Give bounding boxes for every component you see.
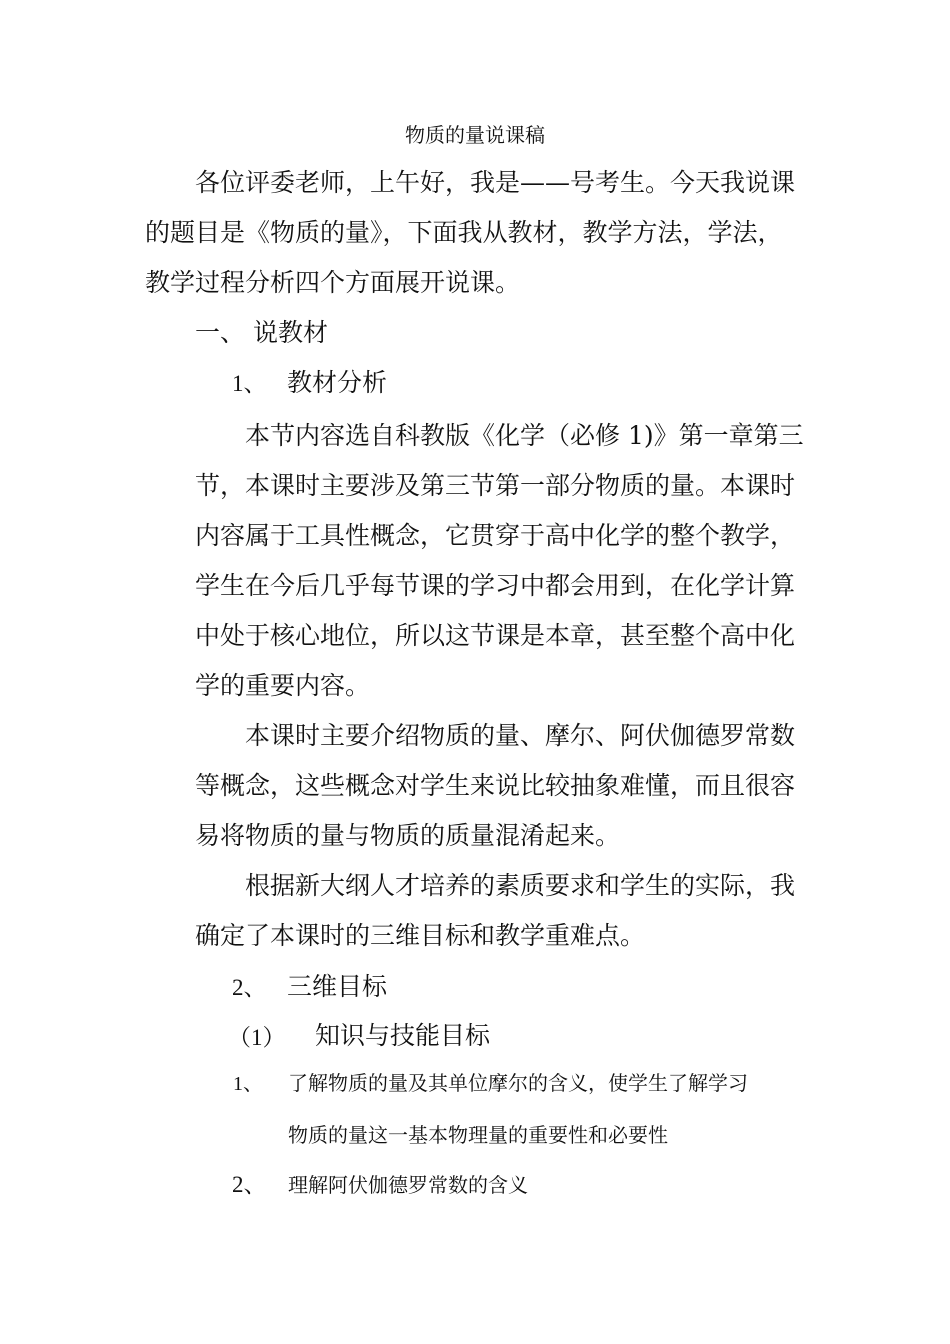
intro-line-3: 教学过程分析四个方面展开说课。 <box>145 268 521 297</box>
paragraph-line: 确定了本课时的三维目标和教学重难点。 <box>195 921 646 950</box>
subsection-label: 教材分析 <box>287 368 388 397</box>
subsection-number: 2、 <box>232 975 267 1000</box>
paragraph-line: 根据新大纲人才培养的素质要求和学生的实际，我 <box>245 871 796 900</box>
goal-label: 知识与技能目标 <box>315 1021 491 1050</box>
paragraph-line: 易将物质的量与物质的质量混淆起来。 <box>195 821 621 850</box>
paragraph-line: 节，本课时主要涉及第三节第一部分物质的量。本课时 <box>195 471 796 500</box>
paragraph-line: 等概念，这些概念对学生来说比较抽象难懂，而且很容 <box>195 771 796 800</box>
intro-line-2: 的题目是《物质的量》，下面我从教材，教学方法，学法， <box>145 218 783 247</box>
document-title: 物质的量说课稿 <box>405 123 545 147</box>
item-line: 物质的量这一基本物理量的重要性和必要性 <box>288 1123 668 1147</box>
section-heading: 一、 说教材 <box>195 318 328 347</box>
item-line: 理解阿伏伽德罗常数的含义 <box>288 1173 528 1197</box>
goal-number: （1） <box>228 1025 286 1050</box>
paragraph-line: 中处于核心地位，所以这节课是本章，甚至整个高中化 <box>195 621 796 650</box>
item-number: 2、 <box>232 1172 267 1197</box>
paragraph-line: 本节内容选自科教版《化学（必修 1)》第一章第三 <box>245 421 804 450</box>
paragraph-line: 学生在今后几乎每节课的学习中都会用到，在化学计算 <box>195 571 796 600</box>
subsection-number: 1、 <box>232 371 267 396</box>
paragraph-line: 学的重要内容。 <box>195 671 371 700</box>
paragraph-line: 本课时主要介绍物质的量、摩尔、阿伏伽德罗常数 <box>245 721 796 750</box>
intro-line-1: 各位评委老师，上午好，我是——号考生。今天我说课 <box>195 168 796 197</box>
item-number: 1、 <box>233 1073 263 1095</box>
item-line: 了解物质的量及其单位摩尔的含义，使学生了解学习 <box>288 1071 748 1095</box>
subsection-label: 三维目标 <box>287 972 388 1001</box>
paragraph-line: 内容属于工具性概念，它贯穿于高中化学的整个教学， <box>195 521 796 550</box>
